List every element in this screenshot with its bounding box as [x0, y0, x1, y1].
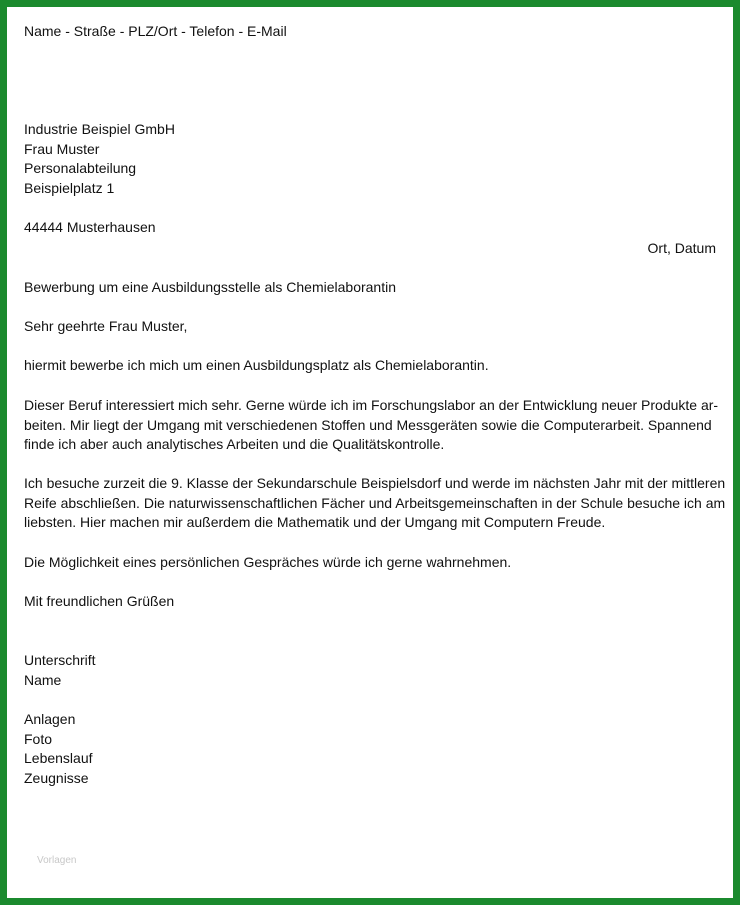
- attachment-item: Lebenslauf: [24, 750, 93, 767]
- signature-label: Unterschrift: [24, 652, 96, 668]
- signature-name: Name: [24, 671, 62, 688]
- attachments-block: [24, 710, 93, 788]
- recipient-person: Frau Muster: [24, 140, 100, 157]
- salutation: Sehr geehrte Frau Muster,: [24, 318, 188, 334]
- paragraph-line: Dieser Beruf interessiert mich sehr. Gerne würde ich im Forschungslabor an der Entwicklung neuer Produkte ar-: [24, 397, 719, 413]
- paragraph-line: liebsten. Hier machen mir außerdem die Mathematik und der Umgang mit Computern Freude.: [24, 514, 606, 531]
- sender-line: Name - Straße - PLZ/Ort - Telefon - E-Mail: [24, 23, 287, 39]
- place-date: Ort, Datum: [647, 240, 716, 256]
- watermark: Vorlagen: [37, 855, 77, 866]
- recipient-street: Beispielplatz 1: [24, 179, 115, 196]
- recipient-company: Industrie Beispiel GmbH: [24, 121, 175, 137]
- paragraph-line: beiten. Mir liegt der Umgang mit verschiedenen Stoffen und Messgeräten sowie die Computerarbeit. Spannend: [24, 416, 712, 433]
- signature-block: [24, 651, 96, 690]
- paragraph-line: Ich besuche zurzeit die 9. Klasse der Sekundarschule Beispielsdorf und werde im nächsten Jahr mit der mittleren: [24, 475, 726, 491]
- paragraph-line: Reife abschließen. Die naturwissenschaftlichen Fächer und Arbeitsgemeinschaften in der Schule besuche ich am: [24, 494, 726, 511]
- paragraph-intro: hiermit bewerbe ich mich um einen Ausbildungsplatz als Chemielaborantin.: [24, 357, 489, 373]
- paragraph-school: [24, 474, 725, 533]
- recipient-city: 44444 Musterhausen: [24, 218, 156, 235]
- attachment-item: Zeugnisse: [24, 769, 89, 786]
- attachments-heading: Anlagen: [24, 711, 76, 727]
- recipient-department: Personalabteilung: [24, 160, 137, 177]
- attachment-item: Foto: [24, 730, 53, 747]
- recipient-address: [24, 120, 175, 238]
- paragraph-interview: Die Möglichkeit eines persönlichen Gespräches würde ich gerne wahrnehmen.: [24, 554, 512, 570]
- paragraph-line: finde ich aber auch analytisches Arbeiten und die Qualitätskontrolle.: [24, 436, 445, 453]
- subject-line: Bewerbung um eine Ausbildungsstelle als Chemielaborantin: [24, 279, 397, 295]
- closing: Mit freundlichen Grüßen: [24, 593, 175, 609]
- paragraph-motivation: [24, 396, 718, 455]
